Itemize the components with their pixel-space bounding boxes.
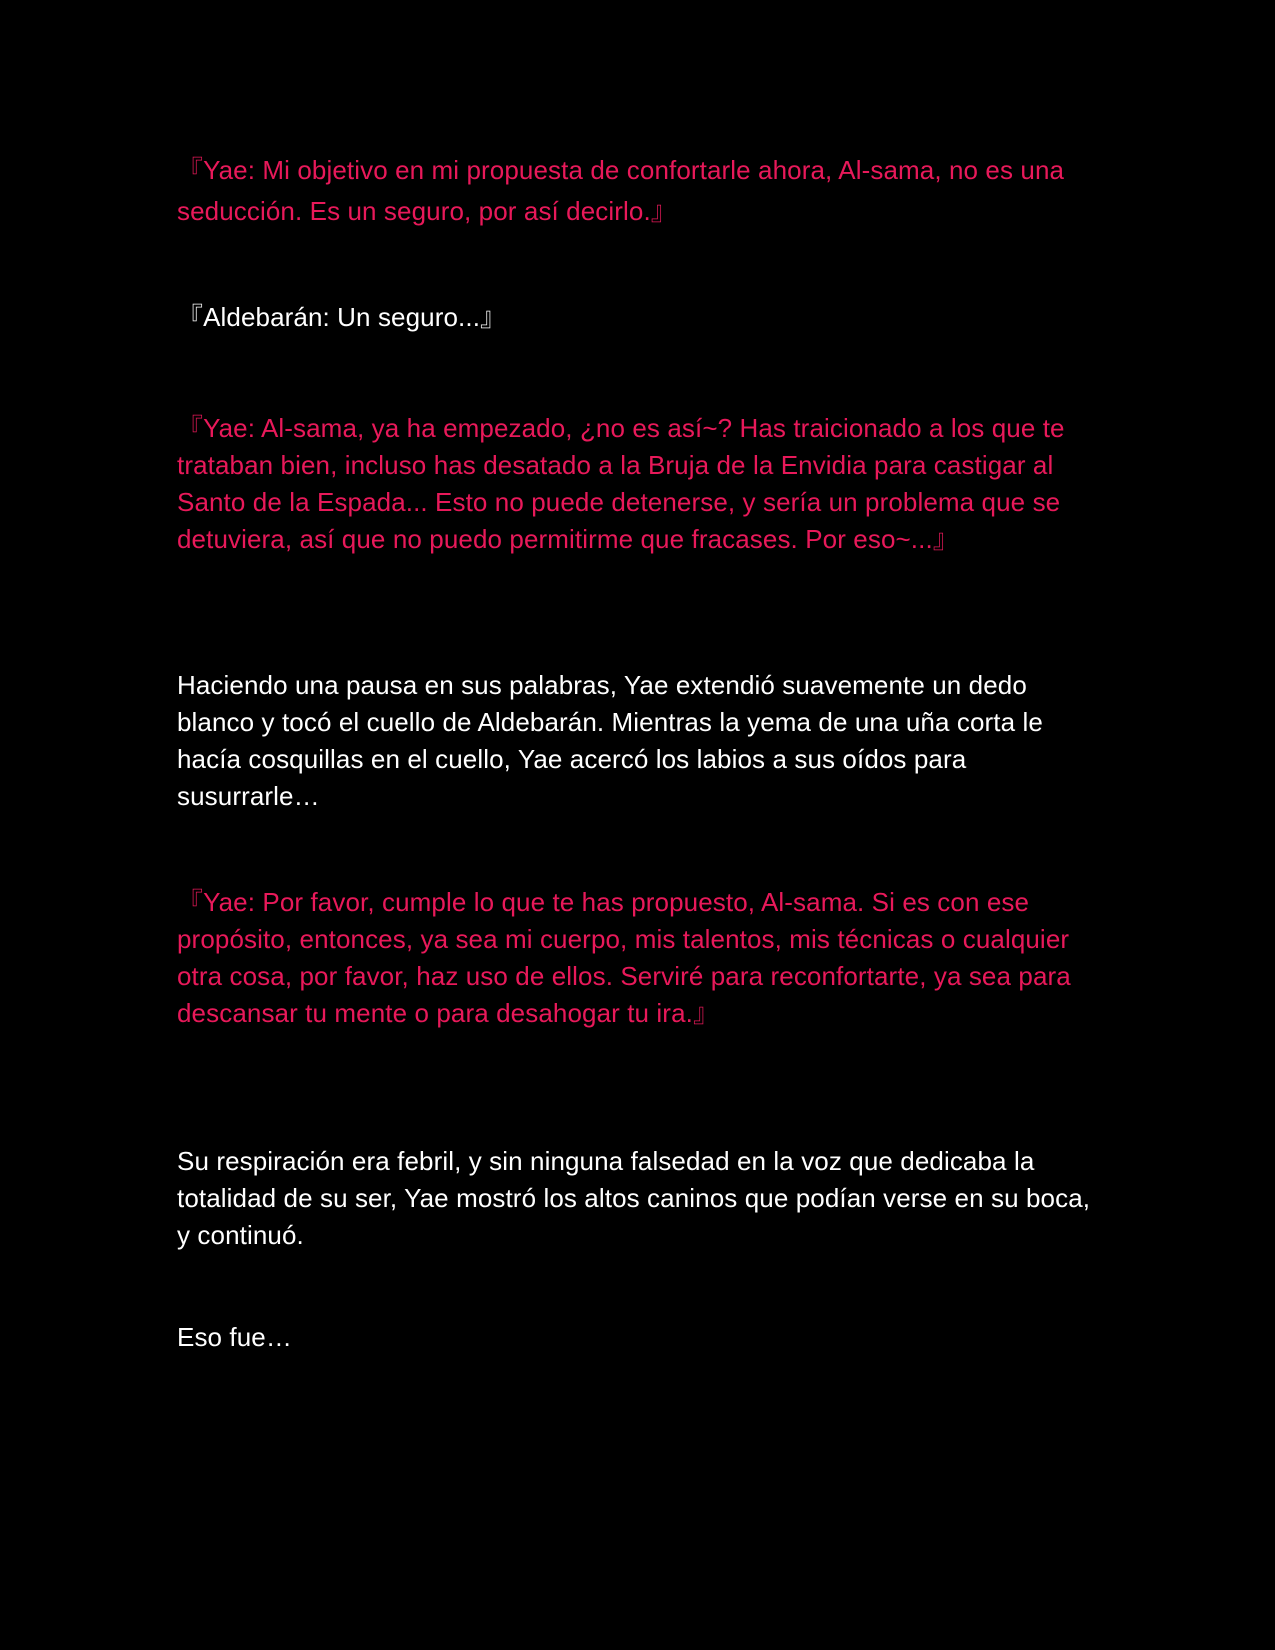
dialogue-yae-please-fulfill: 『Yae: Por favor, cumple lo que te has propuesto, Al-sama. Si es con ese propósito, entonces, ya sea mi cuerpo, mis talentos, mis técnicas o cualquier otra cosa, por favor, haz uso de ellos. Serviré para reconfortarte, ya sea para descansar tu mente o para desahogar tu ira.』 [177, 887, 1071, 1028]
narration-ending: Eso fue… [177, 1322, 292, 1352]
narration-pause-whisper: Haciendo una pausa en sus palabras, Yae extendió suavemente un dedo blanco y tocó el cuello de Aldebarán. Mientras la yema de una uña corta le hacía cosquillas en el cuello, Yae acercó los labios a sus oídos para susurrarle… [177, 670, 1043, 811]
dialogue-yae-insurance: 『Yae: Mi objetivo en mi propuesta de confortarle ahora, Al-sama, no es una seducción. Es un seguro, por así decirlo.』 [177, 155, 1065, 226]
dialogue-aldebaran-insurance: 『Aldebarán: Un seguro...』 [177, 302, 507, 332]
dialogue-yae-already-started: 『Yae: Al-sama, ya ha empezado, ¿no es así~? Has traicionado a los que te trataban bien, incluso has desatado a la Bruja de la Envidia para castigar al Santo de la Espada... Esto no puede detenerse, y sería un problema que se detuviera, así que no puedo permitirme que fracases. Por eso~...』 [177, 413, 1065, 554]
narration-feverish-breath: Su respiración era febril, y sin ninguna falsedad en la voz que dedicaba la totalidad de su ser, Yae mostró los altos caninos que podían verse en su boca, y continuó. [177, 1146, 1091, 1250]
